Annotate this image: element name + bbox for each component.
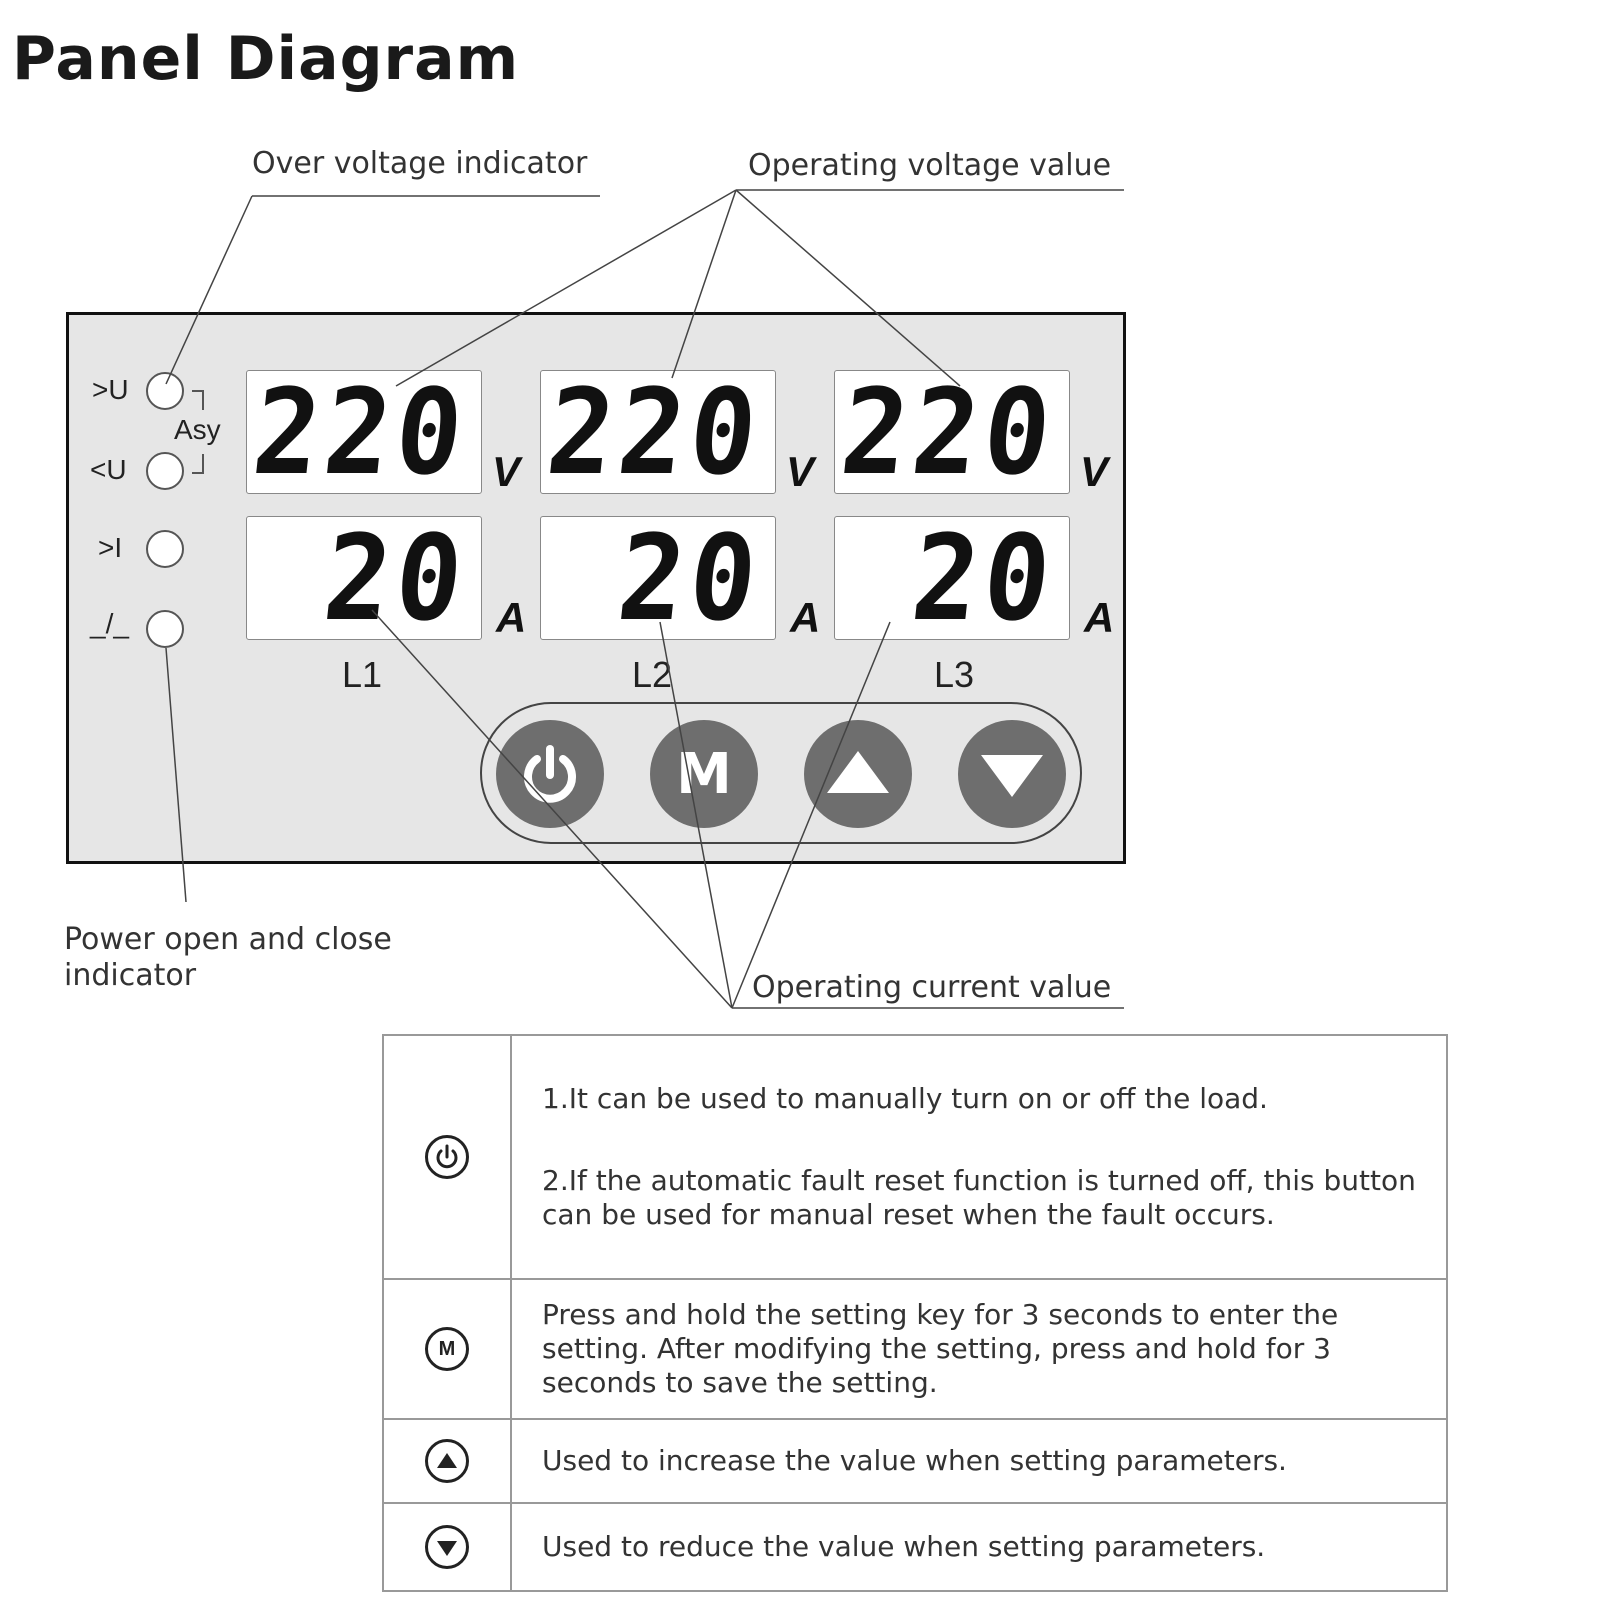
power-row-line1: 1.It can be used to manually turn on or off the load. (542, 1082, 1268, 1115)
power-indicator-callout: Power open and close indicator (64, 922, 392, 993)
indicator-label-power-switch: _/_ (90, 608, 129, 639)
phase-label-l1: L1 (342, 654, 383, 695)
power-icon (425, 1135, 469, 1179)
l1-voltage-unit: V (492, 448, 521, 495)
l3-voltage-value: 220 (835, 363, 1063, 501)
menu-button-label: M (676, 741, 732, 807)
l2-voltage-value: 220 (541, 363, 769, 501)
asy-label: Asy (174, 414, 221, 445)
up-row-text: Used to increase the value when setting parameters. (542, 1444, 1287, 1477)
l1-current-value: 20 (317, 509, 475, 647)
l2-current-value: 20 (611, 509, 769, 647)
operating-current-callout: Operating current value (752, 970, 1112, 1005)
phase-label-l3: L3 (934, 654, 975, 695)
l3-voltage-unit: V (1080, 448, 1109, 495)
operating-voltage-callout: Operating voltage value (748, 148, 1112, 183)
indicator-label-over-current: >I (98, 532, 123, 563)
indicator-label-under-voltage: <U (90, 454, 127, 485)
indicator-label-over-voltage: >U (92, 374, 129, 405)
l3-current-unit: A (1084, 594, 1115, 641)
button-description-table (382, 1034, 1448, 1592)
l2-voltage-unit: V (786, 448, 815, 495)
down-row-text: Used to reduce the value when setting parameters. (542, 1530, 1266, 1563)
page-title: Panel Diagram (12, 24, 520, 94)
table-row-down (384, 1504, 1446, 1590)
menu-row-text: Press and hold the setting key for 3 seconds to enter the setting. After modifying the setting, press and hold for 3 seconds to save the setting. (542, 1298, 1339, 1399)
l3-current-value: 20 (905, 509, 1063, 647)
l1-current-unit: A (496, 594, 527, 641)
table-row-menu (384, 1280, 1446, 1420)
power-row-line2: 2.If the automatic fault reset function is turned off, this button can be used for manual reset when the fault occurs. (542, 1164, 1416, 1231)
phase-label-l2: L2 (632, 654, 673, 695)
menu-icon-label: M (438, 1337, 456, 1360)
menu-icon (425, 1327, 469, 1371)
over-voltage-callout: Over voltage indicator (252, 146, 588, 181)
up-arrow-icon (425, 1439, 469, 1483)
table-row-power (384, 1036, 1446, 1280)
down-arrow-icon (425, 1525, 469, 1569)
l1-voltage-value: 220 (247, 363, 475, 501)
l2-current-unit: A (790, 594, 821, 641)
table-row-up (384, 1420, 1446, 1504)
